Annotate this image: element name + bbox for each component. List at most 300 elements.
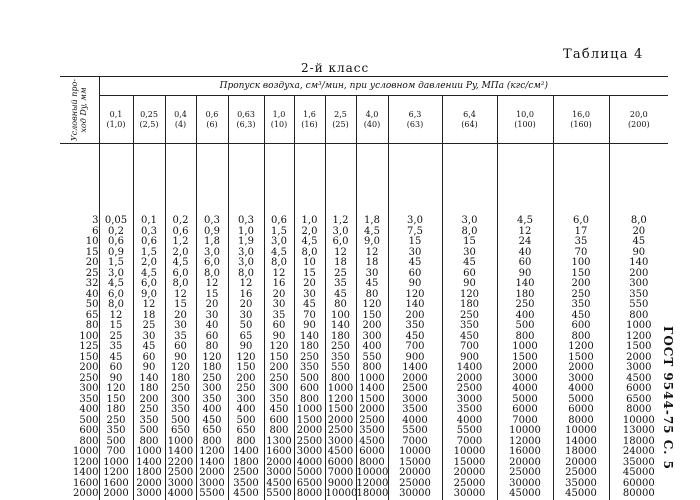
leakage-value: 180 xyxy=(106,404,126,415)
pressure-kgf: (160) xyxy=(570,119,592,129)
leakage-value: 350 xyxy=(299,362,320,373)
leakage-value: 60 xyxy=(174,341,187,352)
leakage-value: 2000 xyxy=(266,456,292,468)
leakage-value: 600 xyxy=(269,414,289,426)
leakage-value: 1000 xyxy=(136,446,162,457)
leakage-value: 400 xyxy=(362,341,382,352)
leakage-value: 1,9 xyxy=(238,236,254,247)
pressure-mpa: 1,0 xyxy=(272,109,286,119)
leakage-value: 2000 xyxy=(456,372,483,384)
pressure-kgf: (200) xyxy=(628,119,650,129)
leakage-value: 3,0 xyxy=(204,246,220,258)
leakage-value: 6000 xyxy=(568,404,594,415)
leakage-value: 800 xyxy=(330,372,351,384)
leakage-value: 250 xyxy=(170,383,191,394)
leakage-value: 1300 xyxy=(266,435,292,447)
leakage-value: 0,2 xyxy=(172,215,189,226)
leakage-value: 300 xyxy=(362,330,382,342)
leakage-value: 60 xyxy=(463,267,476,279)
leakage-value: 1800 xyxy=(233,456,259,468)
leakage-value: 2500 xyxy=(233,467,259,478)
nominal-size-value: 1000 xyxy=(73,446,99,457)
nominal-size-value: 40 xyxy=(85,288,99,300)
leakage-value: 250 xyxy=(299,351,320,363)
leakage-value: 4,5 xyxy=(364,225,380,237)
leakage-value: 16000 xyxy=(509,446,541,457)
leakage-value: 14000 xyxy=(565,435,597,447)
leakage-value: 30 xyxy=(408,246,422,258)
leakage-value: 10000 xyxy=(356,467,389,478)
pressure-kgf: (6) xyxy=(206,119,218,129)
leakage-value: 2500 xyxy=(167,467,194,478)
nominal-size-value: 1200 xyxy=(73,456,99,468)
leakage-value: 500 xyxy=(236,414,256,426)
leakage-value: 8,0 xyxy=(271,257,287,268)
leakage-value: 8,0 xyxy=(630,215,647,226)
pressure-group-header: Пропуск воздуха, см³/мин, при условном давлении Py, МПа (кгс/см²) xyxy=(99,77,668,96)
leakage-value: 1500 xyxy=(327,404,354,415)
leakage-value: 2000 xyxy=(626,351,652,363)
pressure-mpa: 0,4 xyxy=(174,109,187,119)
leakage-value: 10 xyxy=(303,257,316,268)
leakage-value: 140 xyxy=(330,320,351,331)
leakage-value: 250 xyxy=(269,372,289,384)
leakage-value: 150 xyxy=(106,393,126,405)
leakage-value: 30 xyxy=(205,309,219,321)
leakage-value: 300 xyxy=(269,383,289,394)
pressure-mpa: 0,1 xyxy=(109,109,123,119)
leakage-value: 1200 xyxy=(626,330,652,342)
leakage-value: 1500 xyxy=(296,414,323,426)
leakage-value: 140 xyxy=(139,372,159,384)
pressure-mpa: 10,0 xyxy=(516,109,534,119)
leakage-value: 15000 xyxy=(453,456,486,468)
pressure-kgf: (40) xyxy=(363,119,381,129)
leakage-value: 300 xyxy=(629,278,649,289)
leakage-column xyxy=(228,144,264,500)
leakage-value: 600 xyxy=(571,320,591,331)
leakage-value: 18 xyxy=(365,257,379,268)
leakage-value: 9,0 xyxy=(364,236,380,247)
leakage-value: 250 xyxy=(106,414,126,426)
pressure-kgf: (16) xyxy=(301,119,318,129)
pressure-kgf: (1,0) xyxy=(106,119,126,129)
leakage-value: 3000 xyxy=(327,435,354,447)
nominal-size-value: 150 xyxy=(79,351,99,363)
leakage-value: 15 xyxy=(303,267,316,279)
leakage-value: 6500 xyxy=(626,393,652,405)
leakage-value: 60 xyxy=(205,330,219,342)
leakage-value: 250 xyxy=(330,341,351,352)
leakage-value: 1,0 xyxy=(301,215,318,226)
leakage-value: 0,2 xyxy=(108,225,124,237)
leakage-value: 8,0 xyxy=(204,267,220,279)
leakage-value: 4,5 xyxy=(172,257,189,268)
leakage-value: 3500 xyxy=(233,477,259,489)
leakage-value: 400 xyxy=(515,309,535,321)
leakage-value: 70 xyxy=(574,246,588,258)
pressure-mpa: 20,0 xyxy=(629,109,648,119)
nominal-size-value: 1600 xyxy=(73,477,99,489)
pressure-column-header xyxy=(497,96,553,144)
nominal-size-header xyxy=(60,77,99,144)
leakage-value: 12 xyxy=(142,299,156,310)
leakage-value: 2000 xyxy=(512,362,538,373)
class-label: 2-й класс xyxy=(301,61,370,75)
leakage-value: 1400 xyxy=(402,362,428,373)
leakage-column xyxy=(442,144,497,500)
nominal-size-value: 20 xyxy=(85,257,99,268)
leakage-value: 800 xyxy=(299,393,320,405)
leakage-value: 3000 xyxy=(456,393,483,405)
leakage-value: 65 xyxy=(239,330,253,342)
nominal-size-value: 32 xyxy=(85,278,99,289)
leakage-value: 20 xyxy=(632,225,646,237)
leakage-value: 1500 xyxy=(512,351,538,363)
leakage-value: 18000 xyxy=(356,488,389,499)
leakage-value: 35000 xyxy=(565,477,597,489)
leakage-value: 2,0 xyxy=(301,225,318,237)
pressure-column-header xyxy=(228,96,264,144)
leakage-value: 3000 xyxy=(296,446,323,457)
leakage-value: 5500 xyxy=(456,425,483,436)
leakage-value: 20000 xyxy=(509,456,541,468)
leakage-value: 8,0 xyxy=(238,267,254,279)
leakage-value: 700 xyxy=(405,341,425,352)
leakage-value: 150 xyxy=(571,267,591,279)
leakage-value: 1400 xyxy=(233,446,259,457)
leakage-value: 180 xyxy=(459,299,480,310)
leakage-value: 35 xyxy=(334,278,347,289)
leakage-value: 3,0 xyxy=(238,257,254,268)
leakage-value: 9,0 xyxy=(141,288,157,300)
leakage-value: 4,5 xyxy=(141,267,157,279)
leakage-value: 2,0 xyxy=(172,246,189,258)
leakage-value: 7000 xyxy=(402,435,428,447)
leakage-value: 500 xyxy=(299,372,320,384)
leakage-column xyxy=(325,144,356,500)
air-leakage-table xyxy=(60,76,668,500)
leakage-value: 100 xyxy=(571,257,591,268)
leakage-value: 500 xyxy=(170,414,191,426)
leakage-value: 1400 xyxy=(136,456,162,468)
leakage-value: 30 xyxy=(365,267,379,279)
leakage-value: 45 xyxy=(334,288,347,300)
leakage-value: 35 xyxy=(174,330,187,342)
leakage-value: 90 xyxy=(239,341,253,352)
leakage-value: 9000 xyxy=(327,477,354,489)
leakage-value: 80 xyxy=(205,341,219,352)
leakage-value: 15 xyxy=(463,236,476,247)
pressure-column-header xyxy=(99,96,133,144)
leakage-value: 2000 xyxy=(568,362,594,373)
leakage-value: 150 xyxy=(362,309,382,321)
leakage-value: 250 xyxy=(139,404,159,415)
leakage-value: 200 xyxy=(405,309,425,321)
leakage-value: 6,0 xyxy=(172,267,189,279)
leakage-value: 12000 xyxy=(509,435,541,447)
leakage-value: 2000 xyxy=(359,404,385,415)
leakage-value: 700 xyxy=(459,341,480,352)
leakage-value: 25 xyxy=(142,320,156,331)
leakage-value: 1400 xyxy=(199,456,225,468)
leakage-value: 15 xyxy=(174,299,187,310)
leakage-value: 1000 xyxy=(359,372,385,384)
leakage-value: 1400 xyxy=(359,383,385,394)
leakage-value: 12 xyxy=(239,278,253,289)
leakage-value: 1000 xyxy=(626,320,652,331)
leakage-value: 35000 xyxy=(622,456,655,468)
leakage-value: 700 xyxy=(106,446,126,457)
leakage-value: 1000 xyxy=(296,404,323,415)
leakage-value: 30 xyxy=(239,309,253,321)
leakage-value: 30000 xyxy=(509,477,541,489)
leakage-column xyxy=(99,144,133,500)
leakage-value: 4000 xyxy=(296,456,323,468)
leakage-value: 90 xyxy=(272,330,286,342)
leakage-value: 60000 xyxy=(622,477,655,489)
leakage-value: 6000 xyxy=(512,404,538,415)
leakage-value: 4500 xyxy=(327,446,354,457)
leakage-value: 12 xyxy=(205,278,219,289)
leakage-value: 16 xyxy=(239,288,253,300)
leakage-value: 50 xyxy=(239,320,253,331)
leakage-value: 2000 xyxy=(103,488,129,499)
leakage-value: 30000 xyxy=(453,488,486,499)
leakage-value: 6000 xyxy=(626,383,652,394)
leakage-value: 4500 xyxy=(359,435,385,447)
leakage-value: 800 xyxy=(571,330,591,342)
leakage-value: 45 xyxy=(109,351,123,363)
table-body-row xyxy=(60,144,668,500)
leakage-value: 12 xyxy=(272,267,286,279)
table-number: Таблица 4 xyxy=(563,47,644,62)
leakage-value: 4000 xyxy=(402,414,428,426)
leakage-value: 40 xyxy=(205,320,219,331)
leakage-value: 4,5 xyxy=(108,278,124,289)
leakage-value: 90 xyxy=(518,267,532,279)
pressure-mpa: 4,0 xyxy=(365,109,379,119)
leakage-value: 200 xyxy=(236,372,256,384)
leakage-value: 30000 xyxy=(399,488,431,499)
leakage-value: 4,5 xyxy=(301,236,318,247)
leakage-value: 1200 xyxy=(103,467,129,478)
leakage-value: 3000 xyxy=(626,362,652,373)
leakage-value: 6000 xyxy=(327,456,354,468)
leakage-value: 25 xyxy=(334,267,347,279)
leakage-value: 500 xyxy=(139,425,159,436)
leakage-value: 3,0 xyxy=(271,236,287,247)
leakage-value: 120 xyxy=(106,383,126,394)
leakage-column xyxy=(133,144,165,500)
leakage-value: 3000 xyxy=(266,467,292,478)
leakage-value: 16 xyxy=(272,278,286,289)
nominal-size-value: 25 xyxy=(85,267,99,279)
leakage-value: 35 xyxy=(272,309,286,321)
leakage-value: 200 xyxy=(362,320,382,331)
leakage-value: 800 xyxy=(202,435,222,447)
leakage-value: 120 xyxy=(362,299,382,310)
leakage-value: 10000 xyxy=(453,446,486,457)
leakage-value: 1800 xyxy=(136,467,162,478)
leakage-value: 200 xyxy=(629,267,649,279)
leakage-value: 24 xyxy=(518,236,532,247)
leakage-value: 120 xyxy=(459,288,480,300)
leakage-value: 900 xyxy=(459,351,480,363)
leakage-value: 300 xyxy=(236,393,256,405)
leakage-value: 1000 xyxy=(327,383,354,394)
leakage-value: 80 xyxy=(334,299,347,310)
leakage-value: 0,9 xyxy=(108,246,124,258)
leakage-value: 2000 xyxy=(199,467,225,478)
leakage-value: 0,3 xyxy=(204,215,220,226)
leakage-value: 90 xyxy=(303,320,316,331)
leakage-value: 200 xyxy=(571,278,591,289)
leakage-value: 0,6 xyxy=(108,236,124,247)
leakage-value: 140 xyxy=(299,330,320,342)
leakage-value: 60 xyxy=(142,351,156,363)
leakage-value: 5500 xyxy=(266,488,292,499)
leakage-value: 3000 xyxy=(167,477,194,489)
nominal-size-header-line1: Условный про- xyxy=(70,78,80,142)
leakage-value: 25000 xyxy=(509,467,541,478)
nominal-size-value: 400 xyxy=(79,404,99,415)
leakage-value: 4,5 xyxy=(271,246,287,258)
leakage-value: 1000 xyxy=(167,435,194,447)
leakage-value: 12 xyxy=(365,246,379,258)
leakage-value: 1500 xyxy=(568,351,594,363)
leakage-value: 45 xyxy=(408,257,422,268)
leakage-value: 250 xyxy=(236,383,256,394)
leakage-value: 180 xyxy=(202,362,222,373)
leakage-value: 90 xyxy=(463,278,476,289)
leakage-value: 350 xyxy=(202,393,222,405)
leakage-value: 500 xyxy=(515,320,535,331)
leakage-value: 250 xyxy=(515,299,535,310)
leakage-value: 1500 xyxy=(359,393,385,405)
leakage-value: 0,3 xyxy=(238,215,254,226)
leakage-value: 3,0 xyxy=(407,215,423,226)
leakage-value: 3000 xyxy=(136,488,162,499)
leakage-value: 15 xyxy=(109,320,123,331)
leakage-value: 400 xyxy=(236,404,256,415)
leakage-value: 100 xyxy=(330,309,351,321)
leakage-value: 250 xyxy=(202,372,222,384)
leakage-value: 3000 xyxy=(512,372,538,384)
leakage-value: 0,3 xyxy=(141,225,157,237)
leakage-value: 6500 xyxy=(296,477,323,489)
leakage-value: 30 xyxy=(174,320,187,331)
leakage-value: 45 xyxy=(303,299,316,310)
leakage-value: 350 xyxy=(405,320,425,331)
leakage-value: 1000 xyxy=(103,456,129,468)
pressure-mpa: 6,3 xyxy=(408,109,422,119)
nominal-size-value: 65 xyxy=(85,309,99,321)
leakage-value: 1200 xyxy=(568,341,594,352)
leakage-column xyxy=(553,144,609,500)
leakage-value: 90 xyxy=(408,278,422,289)
leakage-value: 18000 xyxy=(622,435,655,447)
leakage-value: 8,0 xyxy=(108,299,124,310)
leakage-value: 3,0 xyxy=(238,246,254,258)
leakage-value: 800 xyxy=(139,435,159,447)
pressure-column-header xyxy=(442,96,497,144)
leakage-value: 45000 xyxy=(565,488,597,499)
leakage-value: 2000 xyxy=(136,477,162,489)
leakage-value: 18 xyxy=(142,309,156,321)
pressure-column-header xyxy=(356,96,388,144)
leakage-value: 3000 xyxy=(568,372,594,384)
leakage-value: 1600 xyxy=(103,477,129,489)
leakage-value: 1,5 xyxy=(108,257,124,268)
leakage-value: 6,0 xyxy=(141,278,157,289)
leakage-value: 20 xyxy=(303,278,316,289)
pressure-mpa: 16,0 xyxy=(572,109,590,119)
leakage-value: 0,6 xyxy=(271,215,287,226)
leakage-column xyxy=(356,144,388,500)
leakage-value: 250 xyxy=(459,309,480,321)
leakage-value: 120 xyxy=(170,362,191,373)
leakage-value: 180 xyxy=(330,330,351,342)
nominal-size-value: 80 xyxy=(85,320,99,331)
pressure-column-headers xyxy=(60,96,668,144)
leakage-value: 18 xyxy=(334,257,347,268)
pressure-mpa: 6,4 xyxy=(463,109,476,119)
leakage-value: 200 xyxy=(269,362,289,373)
leakage-value: 450 xyxy=(459,330,480,342)
leakage-value: 1400 xyxy=(167,446,194,457)
pressure-mpa: 2,5 xyxy=(334,109,347,119)
leakage-value: 45 xyxy=(463,257,476,268)
leakage-value: 2000 xyxy=(296,425,323,436)
leakage-value: 150 xyxy=(236,362,256,373)
leakage-value: 1,0 xyxy=(238,225,254,237)
leakage-value: 6,0 xyxy=(108,288,124,300)
leakage-value: 45 xyxy=(142,341,156,352)
leakage-value: 7000 xyxy=(456,435,483,447)
leakage-column xyxy=(497,144,553,500)
leakage-column xyxy=(388,144,442,500)
leakage-value: 80000 xyxy=(622,488,655,499)
leakage-value: 7000 xyxy=(327,467,354,478)
leakage-value: 10000 xyxy=(509,425,541,436)
leakage-value: 45000 xyxy=(622,467,655,478)
leakage-value: 3,0 xyxy=(332,225,349,237)
nominal-size-value: 350 xyxy=(79,393,99,405)
leakage-value: 6,0 xyxy=(332,236,349,247)
leakage-value: 90 xyxy=(142,362,156,373)
nominal-size-value: 800 xyxy=(79,435,99,447)
nominal-size-value: 100 xyxy=(79,330,99,342)
leakage-value: 300 xyxy=(202,383,222,394)
leakage-value: 450 xyxy=(202,414,222,426)
pressure-mpa: 0,6 xyxy=(205,109,219,119)
leakage-value: 30 xyxy=(142,330,156,342)
leakage-value: 45000 xyxy=(509,488,541,499)
leakage-value: 25000 xyxy=(399,477,431,489)
nominal-size-value: 2000 xyxy=(73,488,99,499)
leakage-value: 800 xyxy=(362,362,382,373)
pressure-kgf: (6,3) xyxy=(236,119,256,129)
leakage-value: 550 xyxy=(330,362,351,373)
leakage-value: 8,0 xyxy=(301,246,318,258)
leakage-value: 1,8 xyxy=(364,215,380,226)
leakage-value: 450 xyxy=(571,309,591,321)
leakage-value: 70 xyxy=(303,309,316,321)
leakage-value: 550 xyxy=(362,351,382,363)
leakage-value: 3000 xyxy=(199,477,225,489)
nominal-size-value: 50 xyxy=(85,299,99,310)
